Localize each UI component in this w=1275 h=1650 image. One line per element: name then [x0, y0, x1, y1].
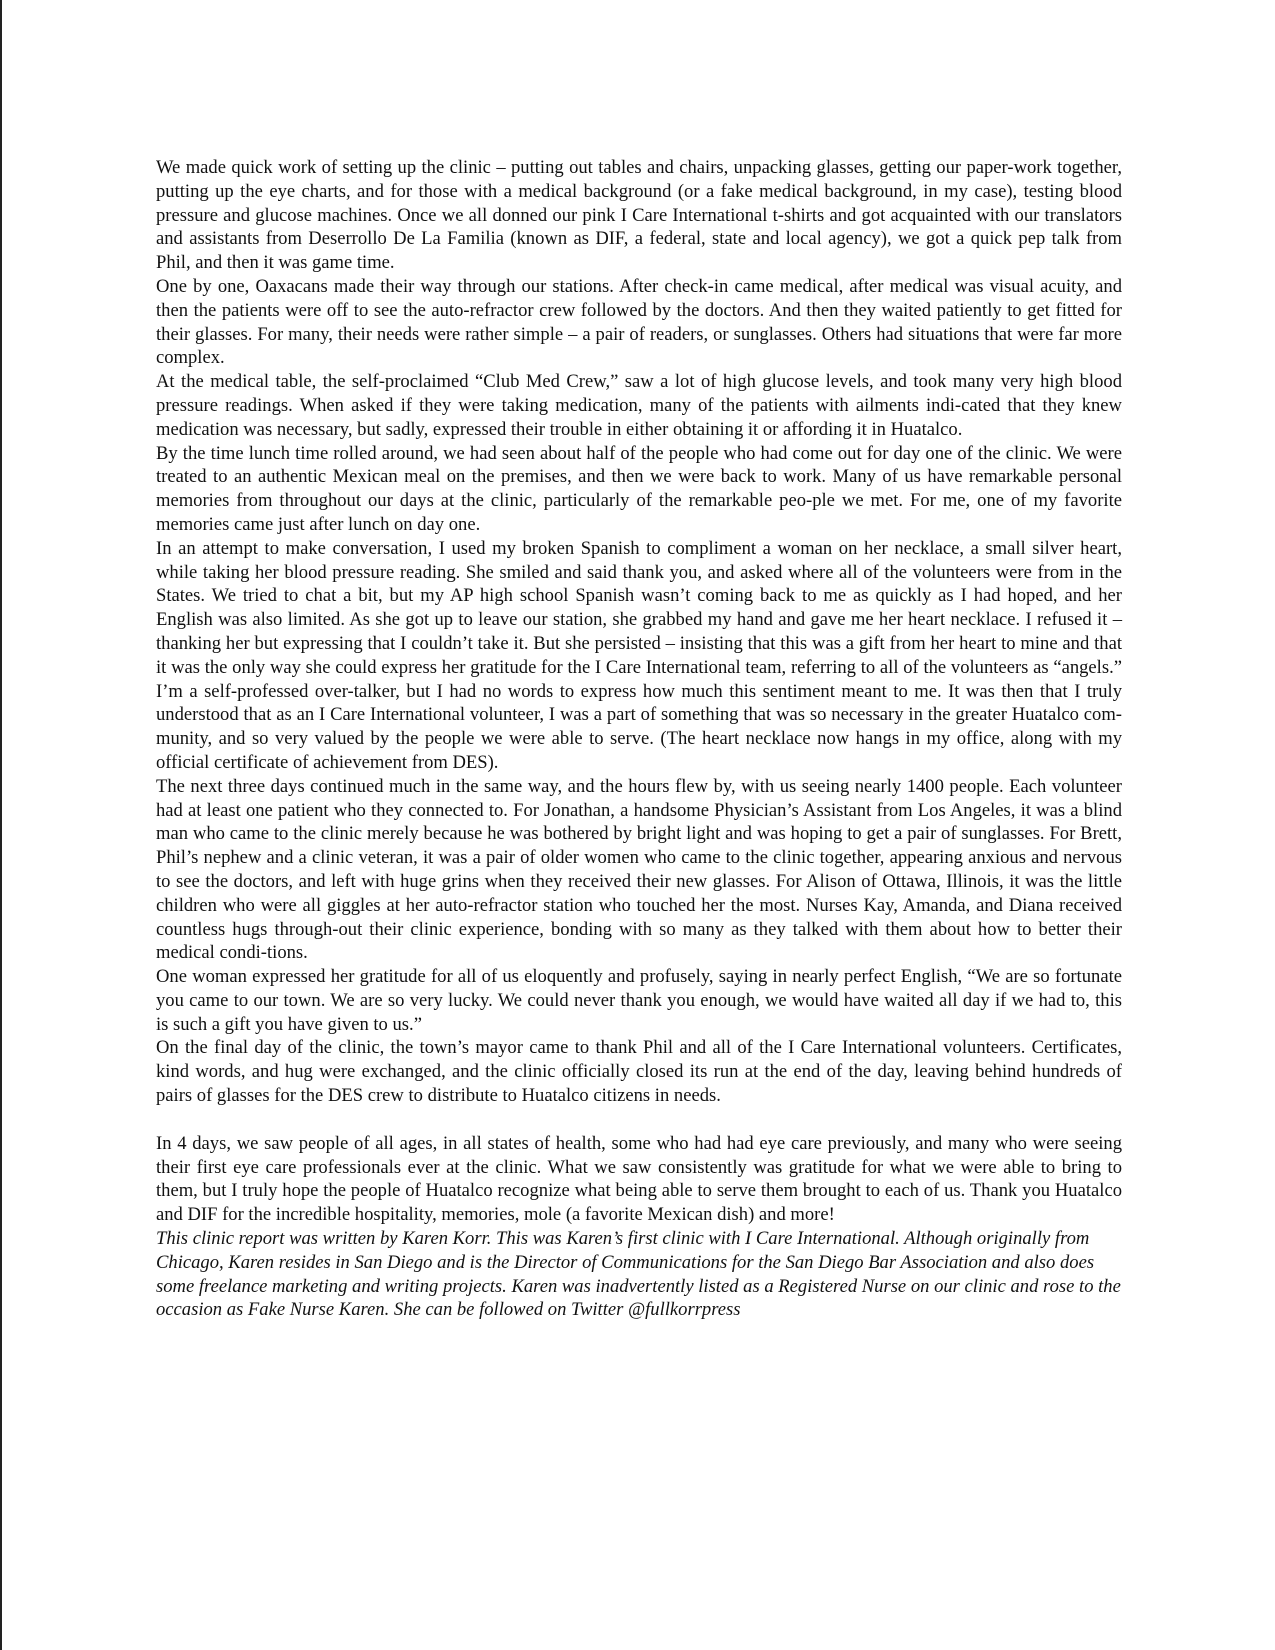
paragraph-final-day: On the final day of the clinic, the town’s mayor came to thank Phil and all of the I Care International volunteers. Certificates, kind words, and hug were exchanged, and the clinic officially closed its run at the end of the day, leaving behind hundreds of pairs of glasses for the DES crew to distribute to Huatalco citizens in needs.: [156, 1037, 1122, 1107]
paragraph-closing: In 4 days, we saw people of all ages, in all states of health, some who had had eye care previously, and many who were seeing their first eye care professionals ever at the clinic. What we saw consistently was gratitude for what we were able to bring to them, but I truly hope the people of Huatalco recognize what being able to serve them brought to each of us. Thank you Huatalco and DIF for the incredible hospitality, memories, mole (a favorite Mexican dish) and more!: [156, 1132, 1122, 1226]
paragraph-stations: One by one, Oaxacans made their way through our stations. After check-in came medical, after medical was visual acuity, and then the patients were off to see the auto-refractor crew followed by the doctors. And then they waited patiently to get fitted for their glasses. For many, their needs were rather simple – a pair of readers, or sunglasses. Others had situations that were far more complex.: [156, 275, 1122, 369]
paragraph-lunch: By the time lunch time rolled around, we had seen about half of the people who had come out for day one of the clinic. We were treated to an authentic Mexican meal on the premises, and then we were back to work. Many of us have remarkable personal memories from throughout our days at the clinic, particularly of the remarkable peo-ple we met. For me, one of my favorite memories came just after lunch on day one.: [156, 442, 1122, 535]
paragraph-clinic-setup: We made quick work of setting up the clinic – putting out tables and chairs, unpacking glasses, getting our paper-work together, putting up the eye charts, and for those with a medical background (or a fake medical background, in my case), testing blood pressure and glucose machines. Once we all donned our pink I Care International t-shirts and got acquainted with our translators and assistants from Deserrollo De La Familia (known as DIF, a federal, state and local agency), we got a quick pep talk from Phil, and then it was game time.: [156, 157, 1122, 274]
paragraph-medical-table: At the medical table, the self-proclaimed “Club Med Crew,” saw a lot of high glucose levels, and took many very high blood pressure readings. When asked if they were taking medication, many of the patients with ailments indi-cated that they knew medication was necessary, but sadly, expressed their trouble in either obtaining it or affording it in Huatalco.: [156, 371, 1122, 440]
paragraph-heart-necklace: In an attempt to make conversation, I used my broken Spanish to compliment a woman on her necklace, a small silver heart, while taking her blood pressure reading. She smiled and said thank you, and asked where all of the volunteers were from in the States. We tried to chat a bit, but my AP high school Spanish wasn’t coming back to me as quickly as I had hoped, and her English was also limited. As she got up to leave our station, she grabbed my hand and gave me her heart necklace. I refused it – thanking her but expressing that I couldn’t take it. But she persisted – insisting that this was a gift from her heart to mine and that it was the only way she could express her gratitude for the I Care International team, referring to all of the volunteers as “angels.” I’m a self-professed over-talker, but I had no words to express how much this sentiment meant to me. It was then that I truly understood that as an I Care International volunteer, I was a part of something that was so necessary in the greater Huatalco com-munity, and so very valued by the people we were able to serve. (The heart necklace now hangs in my office, along with my official certificate of achievement from DES).: [156, 537, 1122, 773]
article-body: [156, 156, 1122, 1322]
author-byline: This clinic report was written by Karen Korr. This was Karen’s first clinic with I Care International. Although originally from Chicago, Karen resides in San Diego and is the Director of Communications for the San Diego Bar Association and also does some freelance marketing and writing projects. Karen was inadvertently listed as a Registered Nurse on our clinic and rose to the occasion as Fake Nurse Karen. She can be followed on Twitter @fullkorrpress: [156, 1228, 1121, 1321]
paragraph-next-three-days: The next three days continued much in the same way, and the hours flew by, with us seeing nearly 1400 people. Each volunteer had at least one patient who they connected to. For Jonathan, a handsome Physician’s Assistant from Los Angeles, it was a blind man who came to the clinic merely because he was bothered by bright light and was hoping to get a pair of sunglasses. For Brett, Phil’s nephew and a clinic veteran, it was a pair of older women who came to the clinic together, appearing anxious and nervous to see the doctors, and left with huge grins when they received their new glasses. For Alison of Ottawa, Illinois, it was the little children who were all giggles at her auto-refractor station who touched her the most. Nurses Kay, Amanda, and Diana received countless hugs through-out their clinic experience, bonding with so many as they talked with them about how to better their medical condi-tions.: [156, 775, 1122, 964]
paragraph-gratitude-quote: One woman expressed her gratitude for all of us eloquently and profusely, saying in nearly perfect English, “We are so fortunate you came to our town. We are so very lucky. We could never thank you enough, we would have waited all day if we had to, this is such a gift you have given to us.”: [156, 966, 1122, 1035]
paragraph-spacer: [156, 1108, 1122, 1132]
